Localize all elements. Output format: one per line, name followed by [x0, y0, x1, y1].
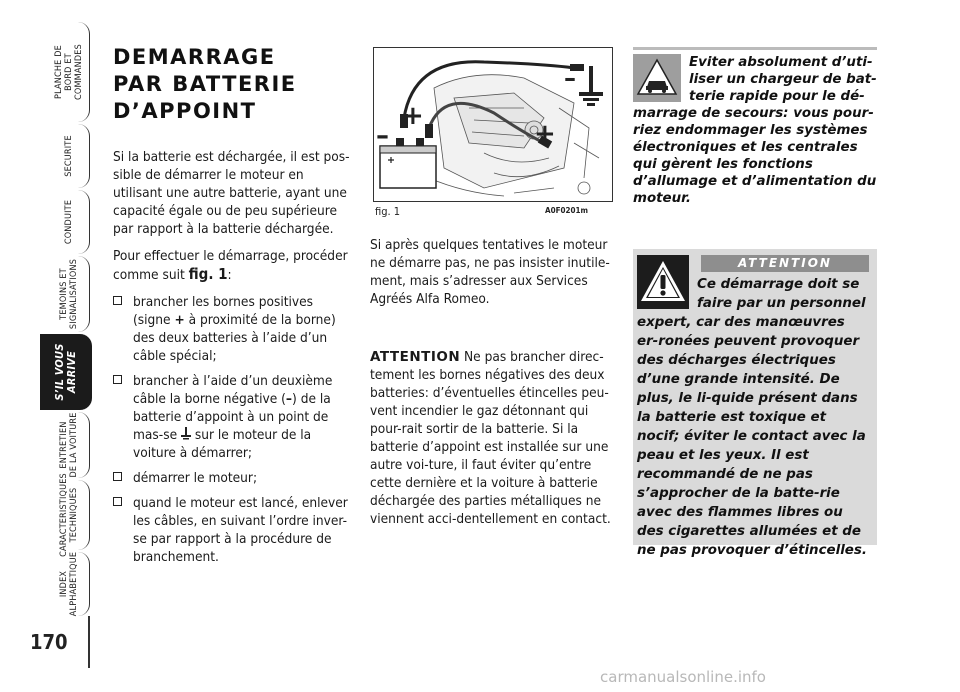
title-line: DEMARRAGE [113, 45, 276, 69]
warning-text: Eviter absolument d’uti-liser un chargeur de bat-terie rapide pour le dé-marrage de secours: vous pour-riez endommager les systèmes électroniques et les centrales qui gèrent les fonctions d’allumage et d’alimentation du moteur. [633, 55, 877, 206]
checkbox-bullet-icon [113, 296, 122, 305]
attention-keyword: ATTENTION [370, 349, 461, 365]
figure-caption: fig. 1 [375, 205, 401, 218]
engine-bay-illustration [374, 48, 612, 201]
figure-plus-engine-label: + [534, 119, 556, 149]
section-title [113, 44, 353, 125]
step-text: quand le moteur est lancé, enlever les câbles, en suivant l’ordre inver-se par rapport à la procédure de branchement. [133, 495, 348, 565]
figure-code: A0F0201m [545, 206, 589, 215]
car-warning-icon [633, 54, 681, 102]
step-text: démarrer le moteur; [133, 470, 258, 486]
tab-label: ENTRETIEN DE LA VOITURE [58, 412, 79, 478]
step-text: brancher les bornes positives (signe [133, 294, 314, 328]
checkbox-bullet-icon [113, 375, 122, 384]
title-line: PAR BATTERIE [113, 72, 297, 96]
tab-planche-de-bord[interactable] [48, 22, 90, 122]
list-item [113, 293, 353, 365]
tab-label: CONDUITE [63, 199, 74, 245]
figure-jump-start [373, 47, 613, 202]
step-text: sur le moteur de la voiture à démarrer; [133, 427, 312, 461]
attention-banner: ATTENTION [701, 255, 869, 272]
tab-index[interactable] [48, 552, 90, 616]
tab-caracteristiques[interactable] [48, 473, 90, 557]
figure-reference[interactable]: fig. 1 [188, 265, 228, 283]
procedure-text: Pour effectuer le démarrage, procéder comme suit [113, 248, 348, 283]
warning-divider [633, 47, 877, 50]
steps-list [113, 293, 353, 566]
ground-symbol-icon [579, 66, 603, 106]
warning-charger [633, 54, 879, 207]
tab-conduite[interactable] [48, 190, 90, 254]
list-item [113, 494, 353, 566]
tab-sil-vous-arrive[interactable] [40, 334, 92, 410]
list-item [113, 469, 353, 487]
figure-minus-label: – [376, 121, 389, 151]
checkbox-bullet-icon [113, 472, 122, 481]
procedure-intro [113, 247, 353, 284]
tab-label: TEMOINS ET SIGNALISATIONS [58, 258, 79, 330]
warning-text: Ce démarrage doit se faire par un personnel expert, car des manœuvres er-ronées peuvent provoquer des décharges électriques d’une grande intensité. De plus, le li-quide présent dans la batterie est toxique et nocif; éviter le contact avec la peau et les yeux. Il est recommandé de ne pas s’approcher de la batte-rie avec des flammes libres ou des cigarettes allumées et de ne pas provoquer d’étincelles. [637, 277, 867, 558]
title-line: D’APPOINT [113, 99, 257, 123]
exclamation-triangle-icon [637, 255, 689, 309]
procedure-colon: : [227, 267, 232, 283]
checkbox-bullet-icon [113, 497, 122, 506]
intro-paragraph: Si la batterie est déchargée, il est pos-sible de démarrer le moteur en utilisant une autre batterie, ayant une capacité égale ou de peu supérieure par rapport à la batterie déchargée. [113, 149, 350, 237]
warning-attention-box [633, 249, 877, 558]
tab-label: SECURITE [63, 135, 74, 177]
chapter-sidebar [0, 0, 105, 692]
list-item [113, 372, 353, 462]
watermark: carmanualsonline.info [600, 668, 766, 686]
page-number: 170 [30, 630, 68, 654]
tab-label: INDEX ALPHABETIQUE [58, 551, 79, 617]
ground-icon [181, 427, 191, 441]
step-text: ) de la batterie d’appoint à un point de mas-se [133, 391, 331, 443]
minus-sign: – [285, 391, 293, 407]
service-paragraph: Si après quelques tentatives le moteur ne démarre pas, ne pas insister inutile-ment, mais s’adresser aux Services Agréés Alfa Romeo. [370, 237, 610, 307]
figure-minus-ground-label: – [564, 64, 576, 92]
tab-label: CARACTERISTIQUES TECHNIQUES [58, 473, 79, 557]
instructions-column [113, 148, 353, 573]
tab-temoins[interactable] [48, 256, 90, 332]
tab-label: PLANCHE DE BORD ET COMMANDES [53, 44, 84, 100]
tab-entretien[interactable] [48, 412, 90, 478]
figure-plus-label: + [402, 101, 424, 131]
tab-label: S’IL VOUS ARRIVE [52, 343, 78, 401]
attention-paragraph [370, 348, 616, 528]
notes-column [370, 236, 616, 528]
step-text: brancher à l’aide d’un deuxième câble la borne négative ( [133, 373, 333, 407]
plus-sign: + [174, 312, 185, 328]
attention-text: Ne pas brancher direc-tement les bornes négatives des deux batteries: d’éventuelles étincelles peu-vent incendier le gaz détonnant qui pour-rait sortir de la batterie. Si la batterie d’appoint est installée sur une autre voi-ture, il faut éviter qu’entre cette dernière et la voiture à batterie déchargée des parties métalliques ne viennent acci-dentellement en contact. [370, 349, 611, 527]
step-text: à proximité de la borne) des deux batteries à l’aide d’un câble spécial; [133, 312, 336, 364]
tab-securite[interactable] [48, 124, 90, 188]
